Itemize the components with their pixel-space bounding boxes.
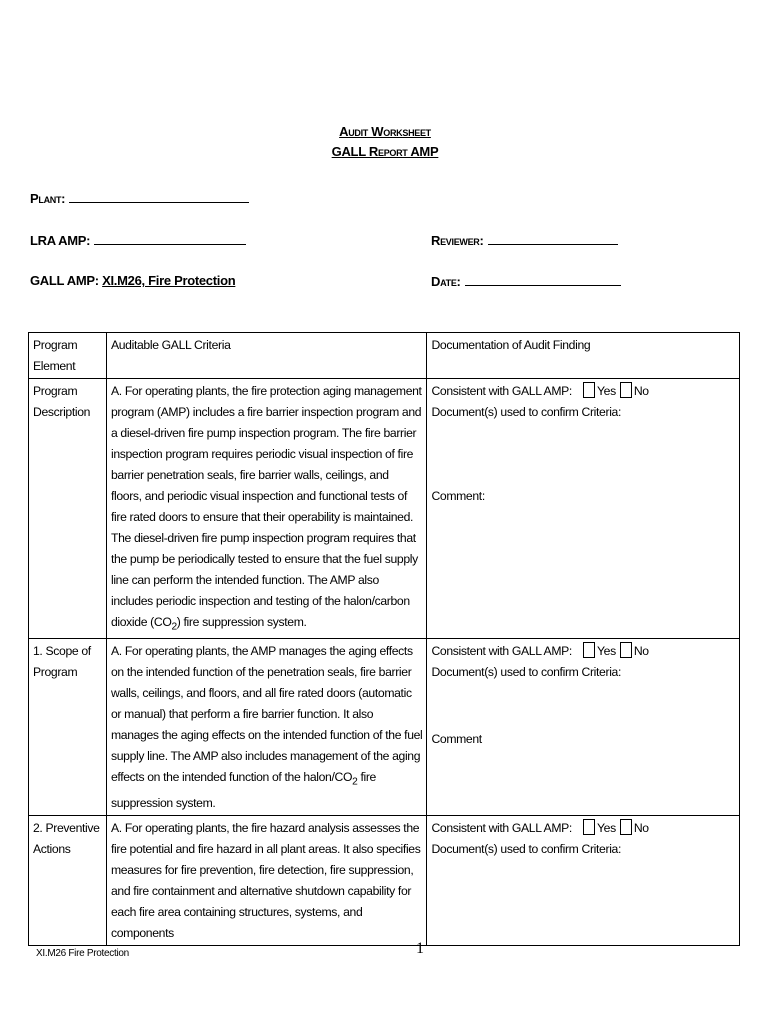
audit-table — [28, 332, 740, 946]
date-input-line[interactable] — [465, 273, 621, 286]
yes-label: Yes — [597, 644, 616, 659]
consistent-label: Consistent with GALL AMP: — [431, 384, 572, 398]
row-element: 2. Preventive Actions — [29, 815, 107, 945]
no-checkbox[interactable] — [620, 819, 632, 835]
yes-checkbox[interactable] — [583, 382, 595, 398]
yes-label: Yes — [597, 384, 616, 398]
worksheet-title: Audit Worksheet — [339, 124, 431, 139]
no-label: No — [633, 820, 649, 835]
date-field — [431, 273, 621, 289]
footer-doc-name: XI.M26 Fire Protection — [36, 948, 129, 959]
documents-label: Document(s) used to confirm Criteria: — [431, 841, 622, 856]
row-finding — [427, 639, 740, 815]
table-row — [29, 815, 740, 945]
comment-label[interactable]: Comment: — [431, 489, 485, 503]
lra-amp-label: LRA AMP: — [30, 233, 91, 248]
criteria-subscript: 2 — [171, 621, 177, 633]
consistent-line — [431, 818, 735, 839]
lra-amp-field — [30, 232, 246, 248]
row-element: Program Description — [29, 379, 107, 639]
row-criteria: A. For operating plants, the fire hazard analysis assesses the fire potential and fire hazard in all plant areas. It also specifies measures for fire prevention, fire detection, fire suppression, and fire containment and alternative shutdown capability for each fire area containing structures, systems, and components — [106, 815, 426, 945]
consistent-label: Consistent with GALL AMP: — [431, 644, 572, 659]
yes-label: Yes — [597, 820, 616, 835]
no-label: No — [633, 644, 649, 659]
criteria-text: A. For operating plants, the fire protection aging management program (AMP) includes a fire barrier inspection program and a diesel-driven fire pump inspection program. The fire barrier inspection program requires periodic visual inspection of fire barrier penetration seals, fire barrier walls, ceilings, and floors, and periodic visual inspection and functional tests of fire rated doors to ensure that their operability is maintained. The diesel-driven fire pump inspection program requires that the pump be periodically tested to ensure that the fuel supply line can perform the intended function. The AMP also includes periodic inspection and testing of the halon/carbon dioxide (CO — [110, 384, 422, 629]
yes-checkbox[interactable] — [583, 642, 595, 658]
reviewer-field — [431, 232, 618, 248]
documents-label: Document(s) used to confirm Criteria: — [431, 405, 622, 419]
header-auditable-criteria: Auditable GALL Criteria — [106, 333, 426, 379]
page-number: 1 — [416, 940, 424, 957]
reviewer-input-line[interactable] — [488, 232, 618, 245]
date-label: Date: — [431, 274, 461, 289]
header-program-element: Program Element — [29, 333, 107, 379]
plant-input-line[interactable] — [69, 190, 249, 203]
no-checkbox[interactable] — [620, 642, 632, 658]
table-header-row — [29, 333, 740, 379]
consistent-label: Consistent with GALL AMP: — [431, 820, 572, 835]
table-row — [29, 639, 740, 815]
table-row — [29, 379, 740, 639]
gall-amp-label: GALL AMP: — [30, 273, 99, 288]
documents-label: Document(s) used to confirm Criteria: — [431, 665, 622, 680]
gall-amp-value: XI.M26, Fire Protection — [102, 273, 236, 288]
criteria-text-end: fire suppression system. — [110, 770, 376, 810]
row-criteria — [106, 639, 426, 815]
row-finding — [427, 815, 740, 945]
no-label: No — [633, 384, 649, 398]
row-criteria — [106, 379, 426, 639]
gall-amp-field — [30, 273, 235, 288]
consistent-line — [431, 641, 735, 662]
reviewer-label: Reviewer: — [431, 233, 484, 248]
header-documentation: Documentation of Audit Finding — [427, 333, 740, 379]
plant-label: Plant: — [30, 191, 66, 206]
row-finding — [427, 379, 740, 639]
row-element: 1. Scope of Program — [29, 639, 107, 815]
plant-field — [30, 190, 249, 206]
criteria-text: A. For operating plants, the AMP manages the aging effects on the intended function of the penetration seals, fire barrier walls, ceilings, and floors, and all fire rated doors (automatic or manual) that perform a fire barrier function. It also manages the aging effects on the intended function of the fuel supply line. The AMP also includes management of the aging effects on the intended function of the halon/CO — [110, 644, 423, 785]
lra-amp-input-line[interactable] — [94, 232, 246, 245]
no-checkbox[interactable] — [620, 382, 632, 398]
worksheet-subtitle: GALL Report AMP — [331, 144, 439, 159]
criteria-text-end: ) fire suppression system. — [176, 615, 307, 629]
consistent-line — [431, 381, 735, 402]
criteria-subscript: 2 — [352, 776, 358, 788]
comment-label[interactable]: Comment — [431, 732, 482, 747]
yes-checkbox[interactable] — [583, 819, 595, 835]
